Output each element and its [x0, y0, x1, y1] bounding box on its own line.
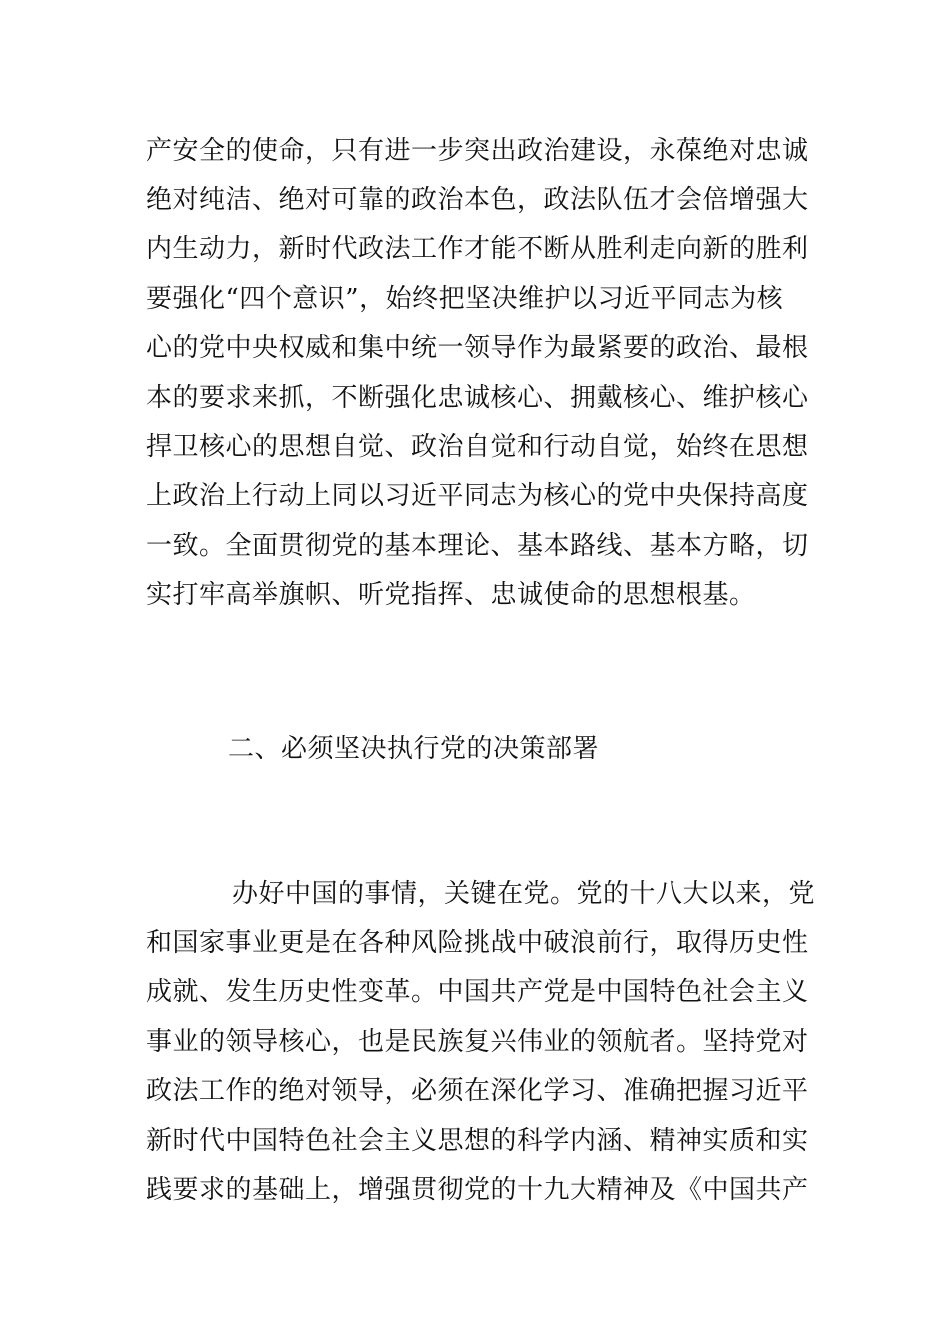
text-line: 新时代中国特色社会主义思想的科学内涵、精神实质和实: [146, 1126, 809, 1156]
text-line: 绝对纯洁、绝对可靠的政治本色，政法队伍才会倍增强大: [146, 185, 809, 215]
text-line: 政法工作的绝对领导，必须在深化学习、准确把握习近平: [146, 1076, 809, 1106]
text-line: 内生动力，新时代政法工作才能不断从胜利走向新的胜利: [146, 234, 809, 264]
section-heading: 二、必须坚决执行党的决策部署: [228, 734, 600, 764]
text-line: 上政治上行动上同以习近平同志为核心的党中央保持高度: [146, 481, 809, 511]
text-line: 成就、发生历史性变革。中国共产党是中国特色社会主义: [146, 977, 809, 1007]
text-line: 要强化“四个意识”，始终把坚决维护以习近平同志为核: [146, 284, 784, 314]
text-line: 捍卫核心的思想自觉、政治自觉和行动自觉，始终在思想: [146, 432, 809, 462]
text-line: 践要求的基础上，增强贯彻党的十九大精神及《中国共产: [146, 1175, 809, 1205]
text-line: 产安全的使命，只有进一步突出政治建设，永葆绝对忠诚: [146, 136, 809, 166]
text-line: 本的要求来抓，不断强化忠诚核心、拥戴核心、维护核心: [146, 383, 809, 413]
text-line: 和国家事业更是在各种风险挑战中破浪前行，取得历史性: [146, 928, 809, 958]
text-line: 心的党中央权威和集中统一领导作为最紧要的政治、最根: [146, 333, 809, 363]
text-line: 事业的领导核心，也是民族复兴伟业的领航者。坚持党对: [146, 1027, 809, 1057]
text-line: 实打牢高举旗帜、听党指挥、忠诚使命的思想根基。: [146, 580, 756, 610]
text-line: 办好中国的事情，关键在党。党的十八大以来，党: [232, 879, 816, 909]
text-line: 一致。全面贯彻党的基本理论、基本路线、基本方略，切: [146, 531, 809, 561]
